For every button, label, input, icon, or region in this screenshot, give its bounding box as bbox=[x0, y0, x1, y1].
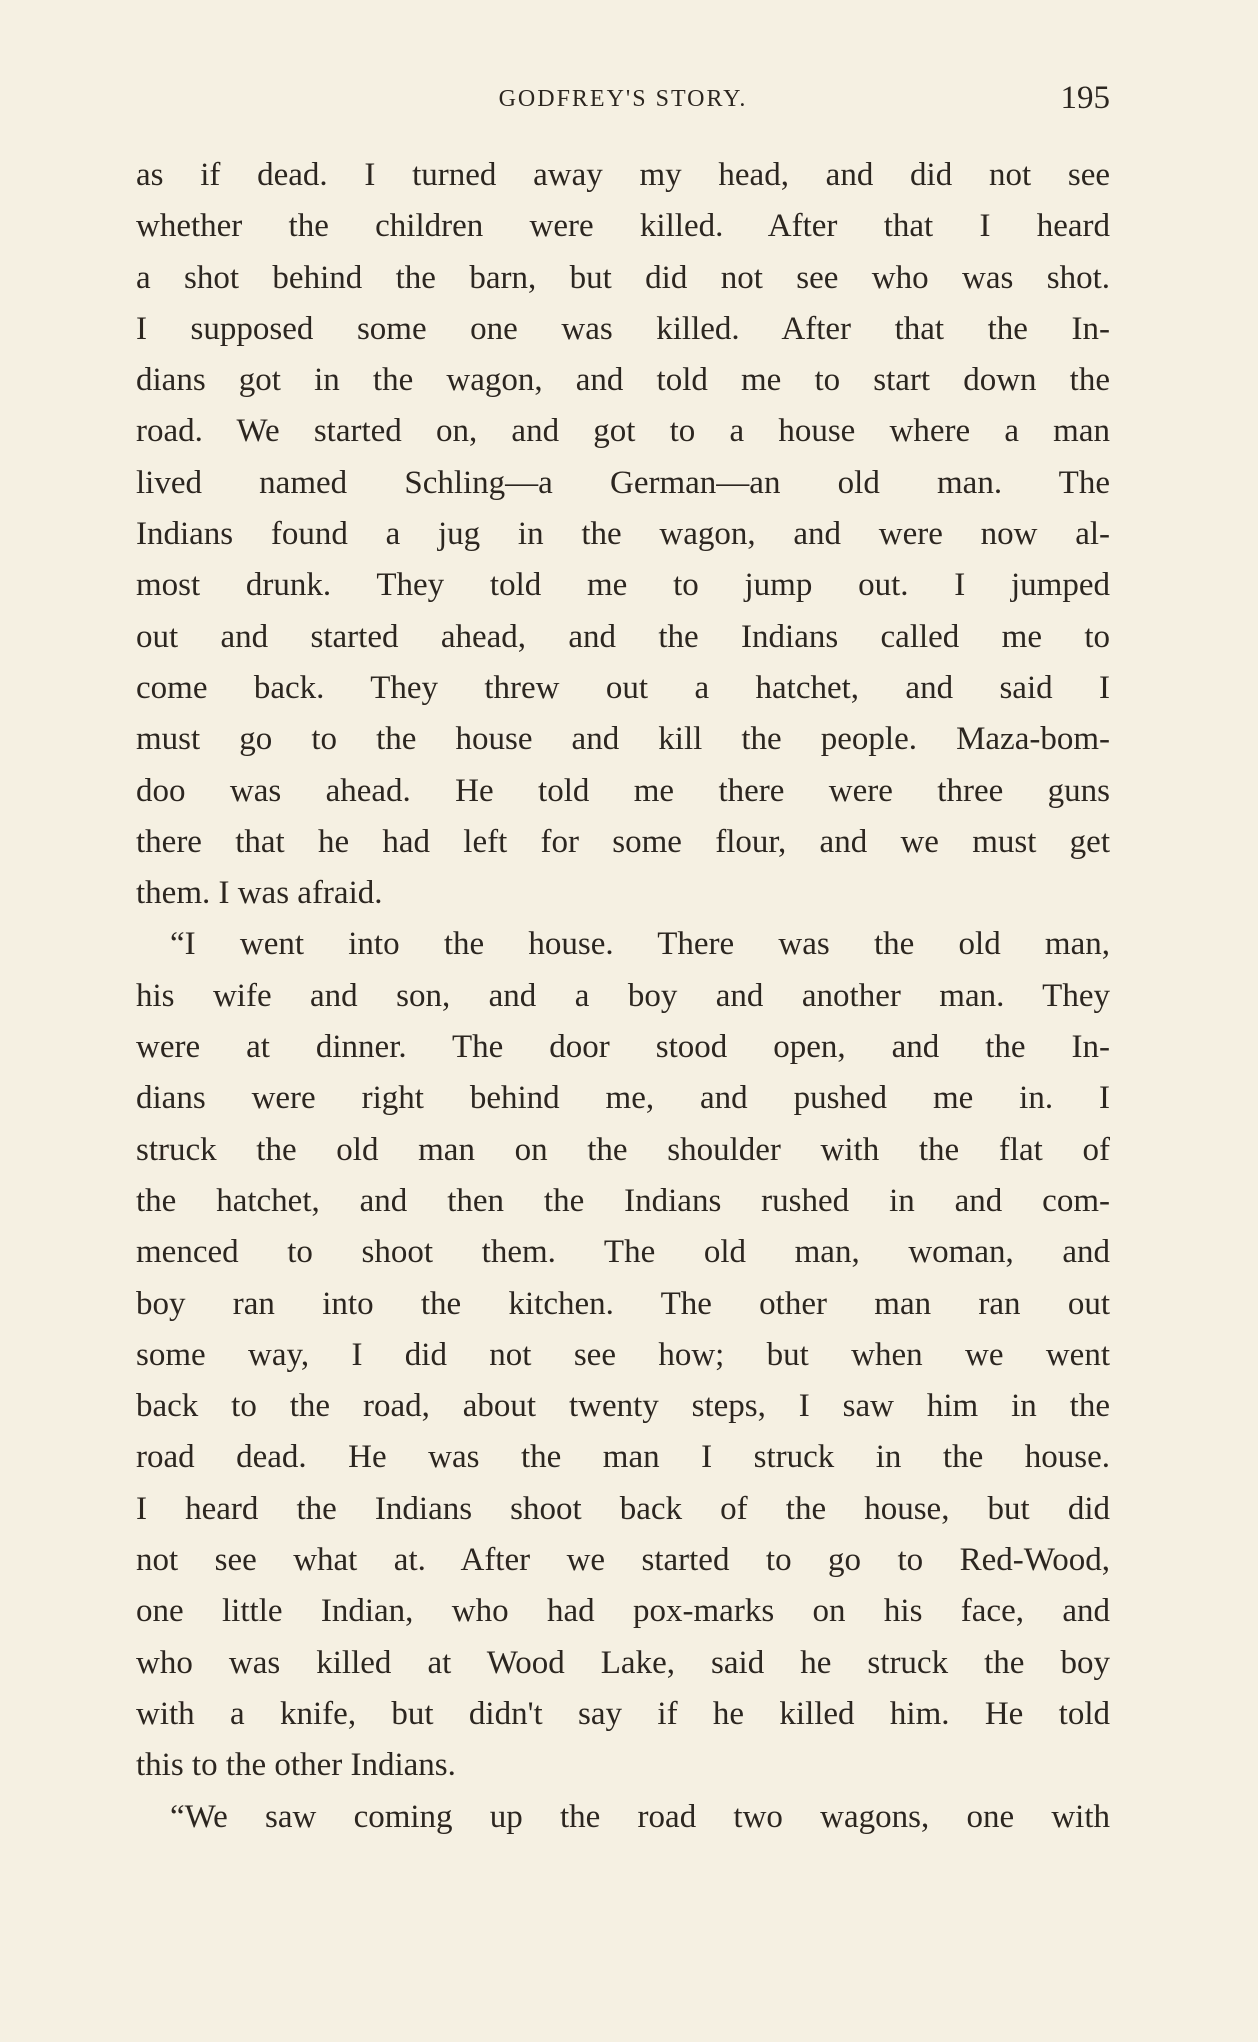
text-line: road dead. He was the man I struck in the house. bbox=[136, 1439, 1110, 1476]
text-line: road. We started on, and got to a house where a man bbox=[136, 413, 1110, 450]
text-line: as if dead. I turned away my head, and did not see bbox=[136, 157, 1110, 193]
text-line: some way, I did not see how; but when we went bbox=[136, 1336, 1110, 1373]
text-line: were at dinner. The door stood open, and the In- bbox=[136, 1029, 1110, 1066]
text-line: with a knife, but didn't say if he killed him. He told bbox=[136, 1695, 1110, 1732]
text-line: dians got in the wagon, and told me to start down the bbox=[136, 362, 1110, 399]
text-line-paragraph-start: “I went into the house. There was the old man, bbox=[170, 926, 1110, 963]
page-header bbox=[136, 80, 1110, 120]
text-line-paragraph-end: them. I was afraid. bbox=[136, 875, 383, 912]
text-line-paragraph-start: “We saw coming up the road two wagons, one with bbox=[170, 1798, 1110, 1835]
text-line: not see what at. After we started to go to Red-Wood, bbox=[136, 1542, 1110, 1579]
text-line: who was killed at Wood Lake, said he struck the boy bbox=[136, 1644, 1110, 1681]
text-line: doo was ahead. He told me there were three guns bbox=[136, 772, 1110, 809]
text-line: lived named Schling—a German—an old man. The bbox=[136, 464, 1110, 501]
page-number: 195 bbox=[1060, 80, 1110, 116]
text-line: the hatchet, and then the Indians rushed in and com- bbox=[136, 1182, 1110, 1219]
body-text bbox=[136, 150, 1110, 1843]
text-line: his wife and son, and a boy and another man. They bbox=[136, 977, 1110, 1014]
text-line: there that he had left for some flour, and we must get bbox=[136, 823, 1110, 860]
text-line: most drunk. They told me to jump out. I jumped bbox=[136, 567, 1110, 604]
text-line: a shot behind the barn, but did not see who was shot. bbox=[136, 259, 1110, 296]
text-line: Indians found a jug in the wagon, and were now al- bbox=[136, 516, 1110, 553]
text-line: boy ran into the kitchen. The other man ran out bbox=[136, 1285, 1110, 1322]
text-line: whether the children were killed. After that I heard bbox=[136, 208, 1110, 245]
text-line: I supposed some one was killed. After that the In- bbox=[136, 310, 1110, 347]
text-line: back to the road, about twenty steps, I saw him in the bbox=[136, 1388, 1110, 1425]
text-line: dians were right behind me, and pushed me in. I bbox=[136, 1080, 1110, 1117]
text-line: come back. They threw out a hatchet, and said I bbox=[136, 669, 1110, 706]
text-line-paragraph-end: this to the other Indians. bbox=[136, 1747, 456, 1784]
text-line: must go to the house and kill the people. Maza-bom- bbox=[136, 721, 1110, 758]
text-line: out and started ahead, and the Indians called me to bbox=[136, 618, 1110, 655]
text-line: one little Indian, who had pox-marks on his face, and bbox=[136, 1593, 1110, 1630]
text-line: menced to shoot them. The old man, woman, and bbox=[136, 1234, 1110, 1271]
text-line: I heard the Indians shoot back of the house, but did bbox=[136, 1490, 1110, 1527]
running-head: GODFREY'S STORY. bbox=[498, 86, 748, 112]
text-line: struck the old man on the shoulder with the flat of bbox=[136, 1131, 1110, 1168]
